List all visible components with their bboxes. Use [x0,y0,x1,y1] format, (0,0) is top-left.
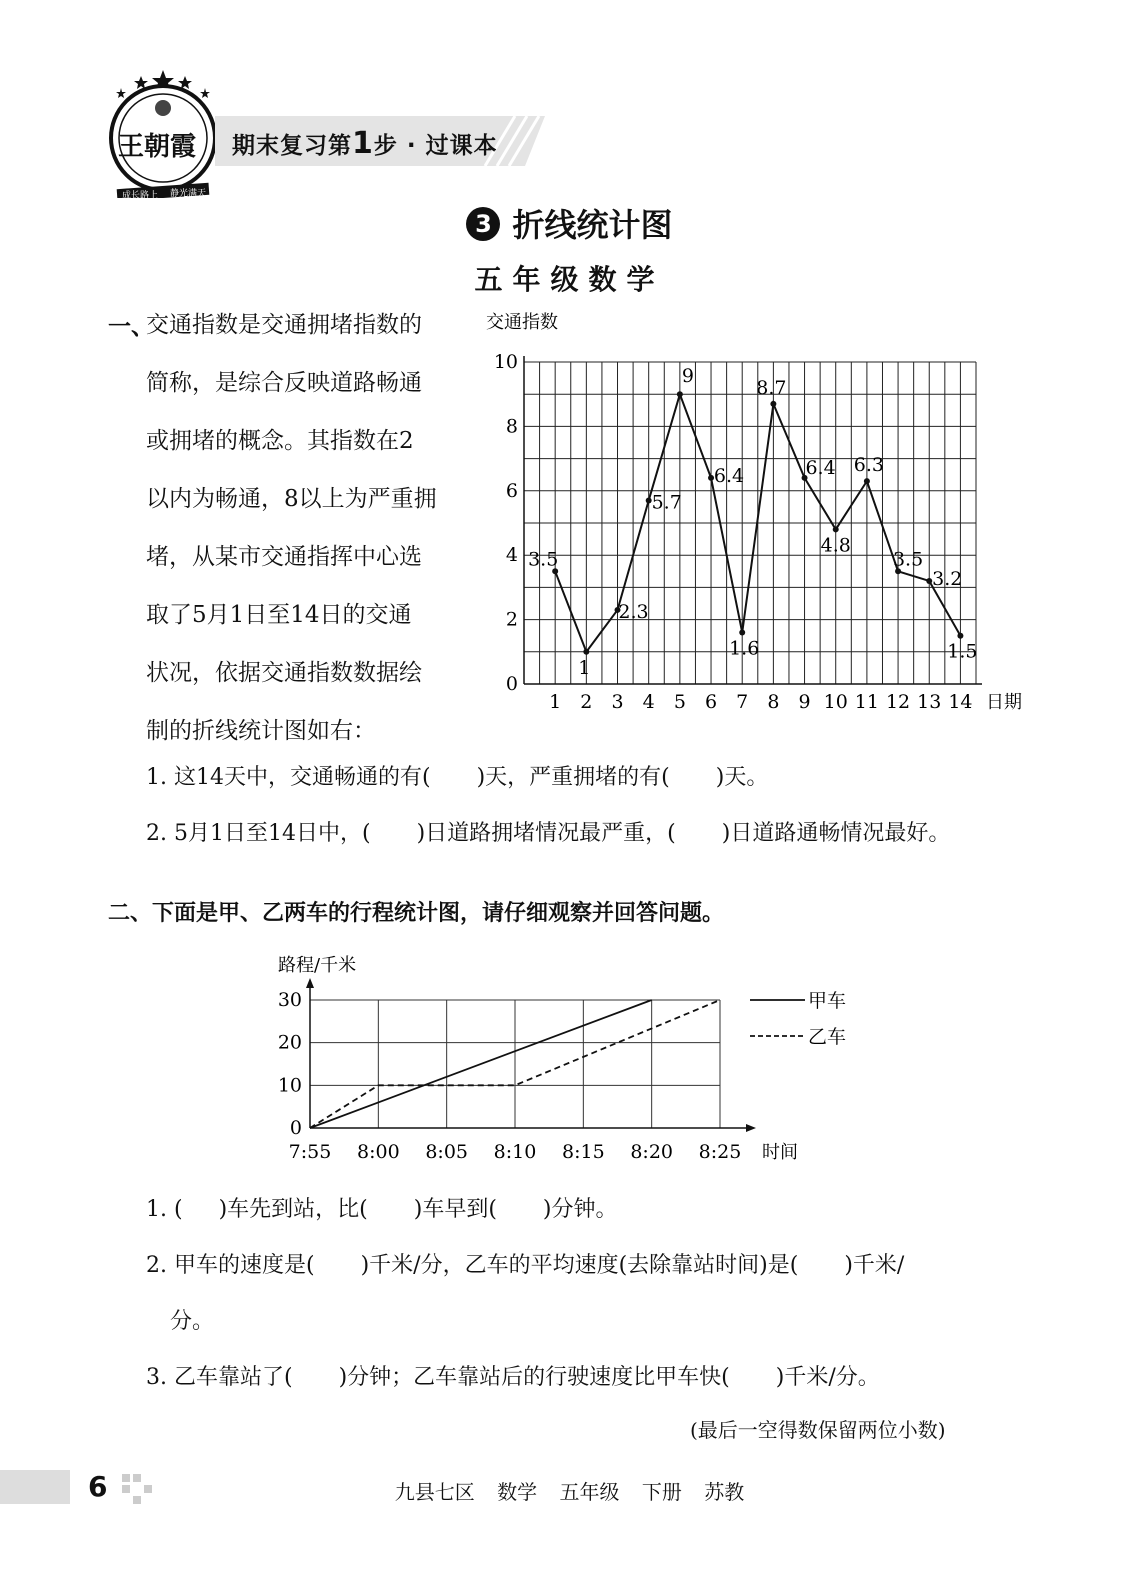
data-point [583,649,589,655]
logo-slogan-left: 成长路上 [122,191,159,201]
data-label: 5.7 [651,491,682,514]
data-label: 8.7 [756,376,787,399]
data-label: 3.5 [892,548,924,571]
s1-question-2: 2. 5月1日至14日中，( )日道路拥堵情况最严重，( )日道路通畅情况最好。 [146,821,951,846]
x-tick-label: 7 [736,691,749,713]
series-line-jia [310,1000,652,1128]
data-label: 3.5 [528,548,559,571]
x-tick-label: 12 [885,691,911,713]
banner-text: 期末复习第1步 · 过课本 [232,126,498,161]
data-label: 3.2 [932,567,963,590]
y-tick-label: 4 [505,544,518,567]
x-tick-label: 8:15 [561,1141,605,1163]
x-tick-label: 8:25 [698,1141,742,1163]
y-tick-label: 6 [505,479,518,502]
data-label: 6.4 [713,464,745,487]
x-tick-label: 11 [854,691,879,713]
y-axis-title: 交通指数 [486,312,558,333]
section1-paragraph: 交通指数是交通拥堵指数的 简称，是综合反映道路畅通 或拥堵的概念。其指数在2 以内为畅通，8以上为严重拥 堵，从某市交通指挥中心选 取了5月1日至14日的交通 状况，依据交通指数数据绘 制的折线统计图如右： [146,312,437,744]
y-axis-title: 路程/千米 [278,955,357,976]
x-tick-label: 14 [948,691,973,713]
data-point [833,526,839,532]
x-tick-label: 6 [704,691,718,713]
x-tick-label: 8:00 [356,1141,400,1163]
y-tick-label: 0 [289,1117,302,1139]
data-label: 2.3 [618,600,649,623]
x-tick-label: 1 [549,691,562,713]
legend-label: 甲车 [808,990,847,1012]
data-label: 1.5 [947,640,978,663]
travel-distance-chart [270,945,870,1175]
x-tick-label: 8:20 [630,1141,674,1163]
x-tick-label: 9 [798,691,811,713]
x-axis-title: 时间 [762,1142,798,1163]
x-axis-title: 日期 [986,692,1022,713]
logo-name: 王朝霞 [118,132,197,162]
y-tick-label: 8 [505,415,518,438]
data-point [739,629,745,635]
x-tick-label: 2 [580,691,593,713]
x-tick-label: 8 [767,691,780,713]
x-tick-label: 3 [611,691,624,713]
traffic-index-chart [470,300,1050,720]
data-point [957,633,963,639]
x-tick-label: 10 [823,691,848,713]
data-point [677,391,683,397]
s2-question-2-cont: 分。 [170,1309,215,1334]
y-axis-arrow [306,978,314,988]
x-tick-label: 8:10 [493,1141,537,1163]
s2-question-3: 3. 乙车靠站了( )分钟；乙车靠站后的行驶速度比甲车快( )千米/分。 [146,1365,880,1390]
y-tick-label: 30 [277,989,302,1011]
page-number: 6 [88,1470,108,1503]
x-tick-label: 13 [917,691,942,713]
page-title: 3 折线统计图 [0,200,1139,246]
data-label: 6.3 [853,454,885,477]
y-tick-label: 0 [505,673,518,695]
x-tick-label: 5 [673,691,686,713]
legend-label: 乙车 [808,1026,847,1048]
section2-heading: 二、下面是甲、乙两车的行程统计图，请仔细观察并回答问题。 [108,901,725,926]
x-axis-arrow [746,1124,756,1132]
data-label: 1 [578,656,591,679]
page-subtitle: 五年级数学 [474,263,665,296]
logo-slogan-right: 静光满天 [170,189,207,199]
data-point [770,401,776,407]
data-label: 1.6 [729,637,760,660]
note: (最后一空得数保留两位小数) [690,1418,946,1442]
x-tick-label: 7:55 [288,1141,332,1163]
x-tick-label: 4 [642,691,655,713]
s2-question-1: 1. ( )车先到站，比( )车早到( )分钟。 [146,1197,618,1222]
s2-question-2: 2. 甲车的速度是( )千米/分，乙车的平均速度(去除靠站时间)是( )千米/ [146,1253,905,1278]
y-tick-label: 10 [277,1074,302,1097]
data-point [864,478,870,484]
s1-question-1: 1. 这14天中，交通畅通的有( )天，严重拥堵的有( )天。 [146,765,769,790]
y-tick-label: 20 [277,1031,302,1054]
data-label: 4.8 [820,534,851,557]
section1-label: 一、 [108,313,154,340]
y-tick-label: 2 [505,608,518,631]
data-label: 9 [681,365,694,388]
y-tick-label: 10 [493,351,518,373]
footer-text: 九县七区 数学 五年级 下册 苏教 [394,1480,745,1504]
x-tick-label: 8:05 [425,1141,469,1163]
title-number-badge: 3 [466,207,500,241]
data-label: 6.4 [805,456,836,479]
